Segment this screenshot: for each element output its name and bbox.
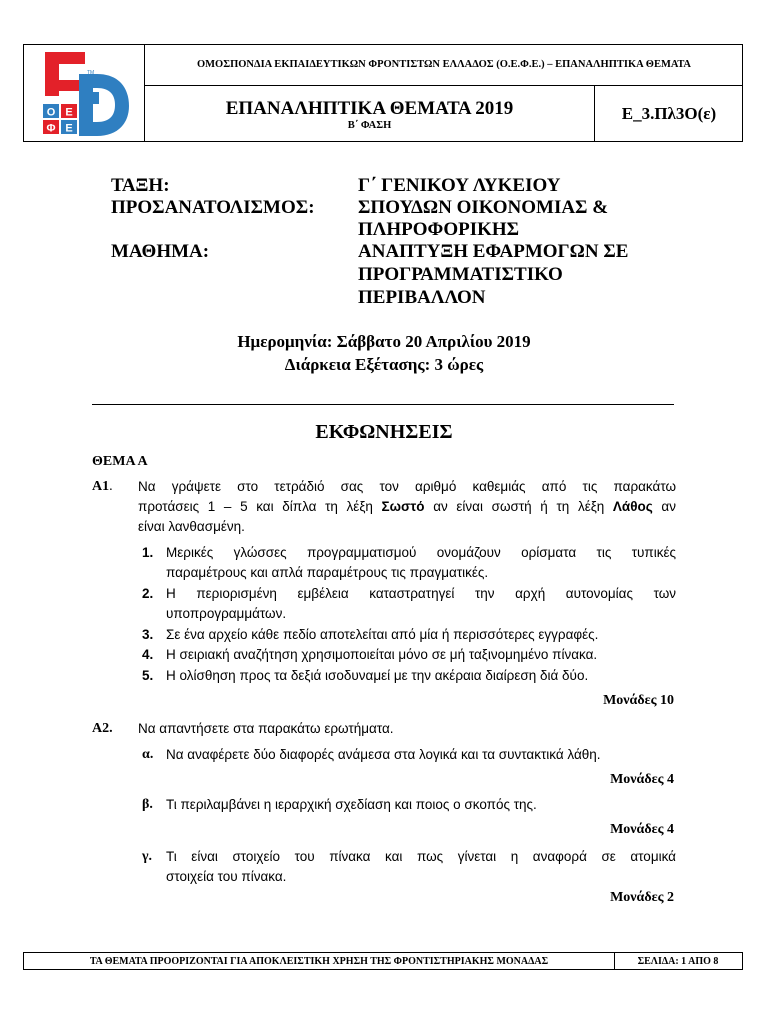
a1-intro-part: αν είναι σωστή ή τη λέξη [424,499,613,514]
a2-item-marks: Μονάδες 2 [610,890,674,905]
a1-intro-line1: Να γράψετε στο τετράδιό σας τον αριθμό καθεμιάς από τις παρακάτω [138,479,676,494]
a1-intro-part: αν [652,499,676,514]
a1-marks: Μονάδες 10 [603,693,674,708]
a1-intro-correct-word: Σωστό [381,499,425,514]
exam-date: Ημερομηνία: Σάββατο 20 Απριλίου 2019 [237,332,531,351]
a2-item-text: Να αναφέρετε δύο διαφορές ανάμεσα στα λογικά και τα συντακτικά λάθη. [166,747,601,762]
exam-duration: Διάρκεια Εξέτασης: 3 ώρες [284,355,484,374]
a2-item-letter: β. [142,797,153,812]
footer [23,952,743,970]
class-value: Γ΄ ΓΕΝΙΚΟΥ ΛΥΚΕΙΟΥ [358,175,561,196]
a1-intro-part: προτάσεις 1 – 5 και δίπλα τη λέξη [138,499,382,514]
course-value-line3: ΠΕΡΙΒΑΛΛΟΝ [358,287,486,308]
a2-item-marks: Μονάδες 4 [610,772,674,787]
a1-item-text: υποπρογραμμάτων. [166,606,287,621]
orientation-value-line1: ΣΠΟΥΔΩΝ ΟΙΚΟΝΟΜΙΑΣ & [358,197,609,218]
a1-item-text: Σε ένα αρχείο κάθε πεδίο αποτελείται από μία ή περισσότερες εγγραφές. [166,627,599,642]
a1-item-text: Η σειριακή αναζήτηση χρησιμοποιείται μόνο σε μή ταξινομημένο πίνακα. [166,647,598,662]
logo-cell [23,44,145,142]
a1-label-dot: . [109,479,113,494]
logo-letter: Ε [65,122,73,135]
exam-title: ΕΠΑΝΑΛΗΠΤΙΚΑ ΘΕΜΑΤΑ 2019 [225,98,514,119]
course-value-line2: ΠΡΟΓΡΑΜΜΑΤΙΣΤΙΚΟ [358,264,563,285]
course-value-line1: ΑΝΑΠΤΥΞΗ ΕΦΑΡΜΟΓΩΝ ΣΕ [358,241,629,262]
a1-intro-line3: είναι λανθασμένη. [138,519,245,534]
logo-letter: Ο [46,106,56,119]
orientation-label: ΠΡΟΣΑΝΑΤΟΛΙΣΜΟΣ: [111,197,315,218]
org-line: ΟΜΟΣΠΟΝΔΙΑ ΕΚΠΑΙΔΕΥΤΙΚΩΝ ΦΡΟΝΤΙΣΤΩΝ ΕΛΛΑΔΟΣ (Ο.Ε.Φ.Ε.) – ΕΠΑΝΑΛΗΠΤΙΚΑ ΘΕΜΑΤΑ [145,44,743,86]
oefe-logo-icon [23,44,143,140]
a1-item-number: 2. [142,586,154,601]
course-label: ΜΑΘΗΜΑ: [111,241,210,262]
header-title-cell [145,86,595,142]
a1-item-text: Η ολίσθηση προς τα δεξιά ισοδυναμεί με την ακέραια διαίρεση διά δύο. [166,668,589,683]
logo-letter: Ε [65,106,73,119]
a1-item-number: 4. [142,647,154,662]
page-number: ΣΕΛΙΔΑ: 1 ΑΠΟ 8 [637,955,719,967]
a1-item-text: παραμέτρους και απλά παραμέτρους τις πραγματικές. [166,565,489,580]
divider [92,404,674,405]
exam-phase: Β΄ ΦΑΣΗ [347,120,392,131]
logo-letter: Φ [46,122,56,135]
a2-label: Α2. [92,721,113,736]
a1-label [92,477,113,497]
a1-item-number: 5. [142,668,154,683]
a2-intro: Να απαντήσετε στα παρακάτω ερωτήματα. [138,721,394,736]
a1-item-text: Μερικές γλώσσες προγραμματισμού ονομάζουν ορίσματα τις τυπικές [166,545,676,560]
a2-item-text: στοιχεία του πίνακα. [166,869,287,884]
a2-item-letter: γ. [142,849,153,864]
a1-intro-wrong-word: Λάθος [612,499,653,514]
logo-tm: TM [87,70,95,76]
orientation-value-line2: ΠΛΗΡΟΦΟΡΙΚΗΣ [358,219,520,240]
a1-item-number: 1. [142,545,154,560]
a2-item-text: Τι περιλαμβάνει η ιεραρχική σχεδίαση και ποιος ο σκοπός της. [166,797,537,812]
exam-code: Ε_3.Πλ3Ο(ε) [621,104,717,123]
a1-label-text: Α1 [92,479,110,494]
a1-item-text: Η περιορισμένη εμβέλεια καταστρατηγεί την αρχή αυτονομίας των [166,586,676,601]
a2-item-text: Τι είναι στοιχείο του πίνακα και πως γίνεται η αναφορά σε ατομικά [166,849,676,864]
footer-notice: ΤΑ ΘΕΜΑΤΑ ΠΡΟΟΡΙΖΟΝΤΑΙ ΓΙΑ ΑΠΟΚΛΕΙΣΤΙΚΗ ΧΡΗΣΗ ΤΗΣ ΦΡΟΝΤΙΣΤΗΡΙΑΚΗΣ ΜΟΝΑΔΑΣ [24,953,615,969]
section-title: ΕΚΦΩΝΗΣΕΙΣ [315,421,453,443]
a1-intro-line2 [138,497,676,517]
a1-item-number: 3. [142,627,154,642]
theme-a-heading: ΘΕΜΑ Α [92,454,148,469]
class-label: ΤΑΞΗ: [111,175,170,196]
a2-item-marks: Μονάδες 4 [610,822,674,837]
a2-item-letter: α. [142,747,154,762]
